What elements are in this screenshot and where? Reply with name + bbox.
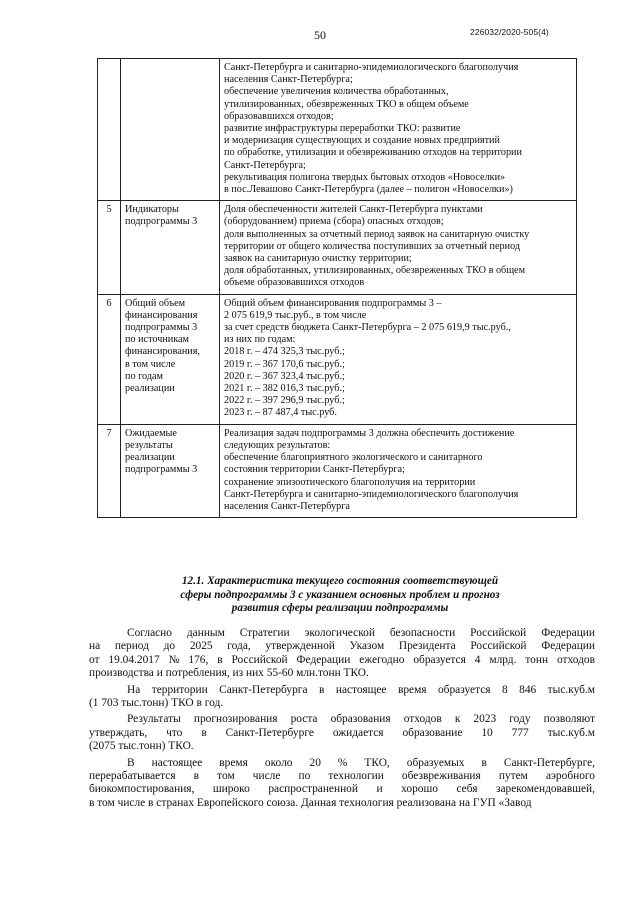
row-number bbox=[98, 59, 121, 201]
row-content-line: состояния территории Санкт-Петербурга; bbox=[224, 464, 405, 476]
row-content-line: доля выполненных за отчетный период заявок на санитарную очистку bbox=[224, 228, 530, 240]
paragraph-line: (1 703 тыс.тонн) ТКО в год. bbox=[89, 697, 224, 710]
row-content-line: образовавшихся отходов; bbox=[224, 110, 334, 122]
row-content-line: 2019 г. – 367 170,6 тыс.руб.; bbox=[224, 358, 345, 370]
page-number: 50 bbox=[314, 28, 326, 42]
paragraph-line: в том числе в странах Европейского союза. Данная технология реализована на ГУП «Завод bbox=[89, 796, 532, 809]
row-title-line: подпрограммы 3 bbox=[125, 464, 198, 476]
row-number: 5 bbox=[98, 201, 121, 294]
row-content-line: населения Санкт-Петербурга; bbox=[224, 74, 353, 86]
row-title-line: подпрограммы 3 bbox=[125, 322, 198, 334]
row-content-line: Санкт-Петербурга; bbox=[224, 159, 306, 171]
row-content-line: в пос.Левашово Санкт-Петербурга (далее – полигон «Новоселки») bbox=[224, 184, 513, 196]
row-title bbox=[121, 59, 220, 201]
row-content-line: территории от общего количества поступивших за отчетный период bbox=[224, 240, 521, 252]
document-id: 226032/2020-505(4) bbox=[470, 27, 549, 37]
paragraph-line: производства и потребления, из них 55-60 млн.тонн ТКО. bbox=[89, 667, 369, 680]
table-row bbox=[98, 59, 577, 201]
row-title bbox=[121, 424, 220, 517]
paragraph-line: от 19.04.2017 № 176, в Российской Федерации ежегодно образуется 4 млрд. тонн отходов bbox=[89, 653, 595, 666]
row-content-line: Санкт-Петербурга и санитарно-эпидемиологического благополучия bbox=[224, 62, 519, 73]
paragraph-line: (2075 тыс.тонн) ТКО. bbox=[89, 740, 194, 753]
row-title-line: Общий объем bbox=[125, 297, 186, 309]
row-title-line: Ожидаемые bbox=[125, 427, 177, 439]
row-content bbox=[220, 294, 577, 424]
row-title-line: в том числе bbox=[125, 358, 176, 370]
row-content-line: 2021 г. – 382 016,3 тыс.руб.; bbox=[224, 383, 345, 395]
row-title-line: результаты bbox=[125, 439, 173, 451]
row-title-line: Индикаторы bbox=[125, 204, 179, 216]
row-number: 7 bbox=[98, 424, 121, 517]
row-content-line: обеспечение увеличения количества обработанных, bbox=[224, 86, 449, 98]
row-content-line: из них по годам: bbox=[224, 334, 296, 346]
row-title-line: подпрограммы 3 bbox=[125, 216, 198, 228]
table-row bbox=[98, 294, 577, 424]
row-content-line: сохранение эпизоотического благополучия на территории bbox=[224, 476, 476, 488]
row-content-line: доля обработанных, утилизированных, обезвреженных ТКО в общем bbox=[224, 265, 526, 277]
row-content-line: 2022 г. – 397 296,9 тыс.руб.; bbox=[224, 395, 345, 407]
row-content-line: и модернизация существующих и создание новых предприятий bbox=[224, 135, 500, 147]
section-heading bbox=[90, 575, 590, 616]
row-title-line: финансирования bbox=[125, 309, 198, 321]
row-title bbox=[121, 294, 220, 424]
row-content-line: 2023 г. – 87 487,4 тыс.руб. bbox=[224, 407, 337, 419]
paragraph-line: утверждать, что в Санкт-Петербурге ожидается образование 10 777 тыс.куб.м bbox=[89, 726, 595, 739]
paragraph bbox=[89, 627, 595, 681]
section-heading-line: развития сферы реализации подпрограммы bbox=[231, 602, 449, 614]
row-content-line: 2020 г. – 367 323,4 тыс.руб.; bbox=[224, 370, 345, 382]
paragraph-line: на период до 2025 года, утвержденной Указом Президента Российской Федерации bbox=[89, 640, 595, 653]
row-content-line: развитие инфраструктуры переработки ТКО: развитие bbox=[224, 123, 461, 135]
paragraph-line: В настоящее время около 20 % ТКО, образуемых в Санкт-Петербурге, bbox=[127, 756, 595, 769]
row-title-line: по годам bbox=[125, 370, 163, 382]
table-row bbox=[98, 201, 577, 294]
paragraph-line: На территории Санкт-Петербурга в настоящее время образуется 8 846 тыс.куб.м bbox=[127, 683, 595, 696]
row-content bbox=[220, 201, 577, 294]
row-title-line: финансирования, bbox=[125, 346, 200, 358]
row-content-line: объеме образовавшихся отходов bbox=[224, 277, 365, 289]
row-content-line: 2 075 619,9 тыс.руб., в том числе bbox=[224, 309, 367, 321]
row-content-line: Санкт-Петербурга и санитарно-эпидемиологического благополучия bbox=[224, 488, 519, 500]
row-content-line: 2018 г. – 474 325,3 тыс.руб.; bbox=[224, 346, 345, 358]
row-content-line: утилизированных, обезвреженных ТКО в общем объеме bbox=[224, 98, 469, 110]
row-title-line: реализации bbox=[125, 452, 175, 464]
row-content-line: Реализация задач подпрограммы 3 должна обеспечить достижение bbox=[224, 427, 515, 439]
row-title bbox=[121, 201, 220, 294]
row-content-line: следующих результатов: bbox=[224, 439, 331, 451]
row-content-line: за счет средств бюджета Санкт-Петербурга – 2 075 619,9 тыс.руб., bbox=[224, 322, 511, 334]
row-number: 6 bbox=[98, 294, 121, 424]
row-content-line: (оборудованием) приема (сбора) опасных отходов; bbox=[224, 216, 444, 228]
row-content-line: по обработке, утилизации и обезвреживанию отходов на территории bbox=[224, 147, 522, 159]
paragraph bbox=[89, 713, 595, 753]
row-content-line: рекультивация полигона твердых бытовых отходов «Новоселки» bbox=[224, 171, 506, 183]
paragraph bbox=[89, 684, 595, 711]
paragraph-line: Результаты прогнозирования роста образования отходов к 2023 году позволяют bbox=[127, 713, 595, 726]
row-title-line: реализации bbox=[125, 383, 175, 395]
row-content-line: заявок на санитарную очистку территории; bbox=[224, 253, 412, 265]
paragraph bbox=[89, 757, 595, 811]
row-content-line: обеспечение благоприятного экологического и санитарного bbox=[224, 452, 483, 464]
row-content-line: населения Санкт-Петербурга bbox=[224, 500, 350, 512]
row-content bbox=[220, 424, 577, 517]
paragraph-line: биокомпостирования, широко распространенной и хорошо себя зарекомендовавшей, bbox=[89, 783, 595, 796]
section-body bbox=[89, 627, 595, 813]
row-content-line: Общий объем финансирования подпрограммы 3 – bbox=[224, 297, 442, 309]
section-heading-line: 12.1. Характеристика текущего состояния соответствующей bbox=[181, 575, 499, 587]
section-heading-line: сферы подпрограммы 3 с указанием основных проблем и прогноз bbox=[180, 588, 500, 601]
row-title-line: по источникам bbox=[125, 334, 190, 346]
table-row bbox=[98, 424, 577, 517]
row-content-line: Доля обеспеченности жителей Санкт-Петербурга пунктами bbox=[224, 204, 483, 216]
paragraph-line: Согласно данным Стратегии экологической безопасности Российской Федерации bbox=[127, 627, 595, 639]
paragraph-line: перерабатывается в том числе по технологии обезвреживания путем аэробного bbox=[89, 770, 595, 783]
subprogram-passport-table bbox=[97, 58, 577, 518]
row-content bbox=[220, 59, 577, 201]
